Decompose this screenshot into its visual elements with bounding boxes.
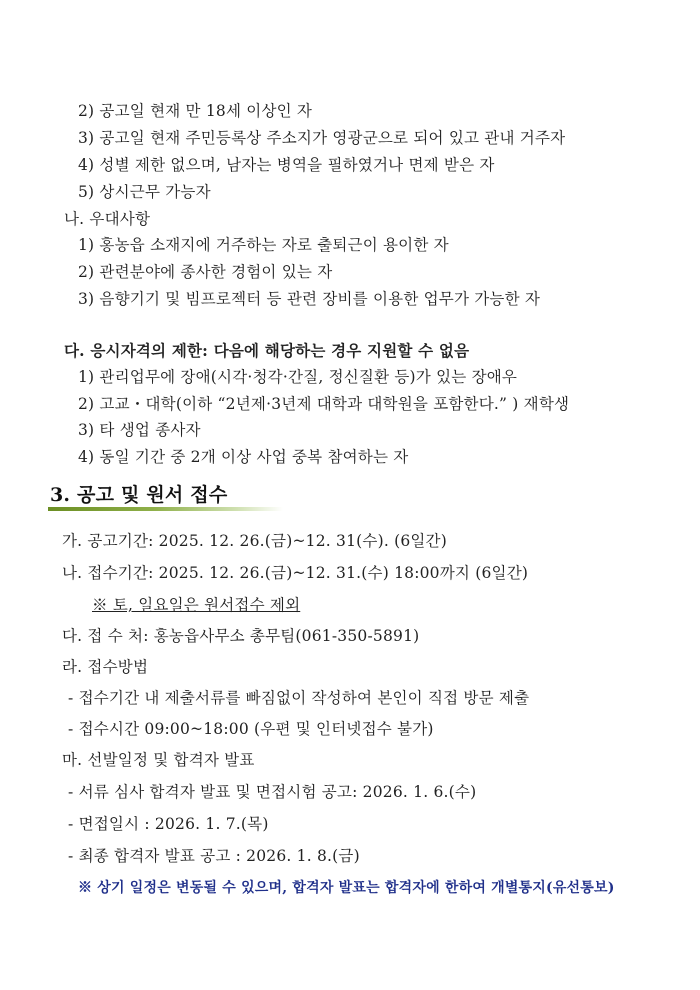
qualification-item: 4) 성별 제한 없으며, 남자는 병역을 필하였거나 면제 받은 자 (78, 156, 495, 174)
restriction-item: 3) 타 생업 종사자 (78, 421, 201, 439)
schedule-item: - 서류 심사 합격자 발표 및 면접시험 공고: 2026. 1. 6.(수) (68, 783, 477, 801)
receipt-office: 다. 접 수 처: 홍농읍사무소 총무팀(061-350-5891) (62, 627, 420, 645)
section-title: 3. 공고 및 원서 접수 (50, 484, 228, 506)
receipt-period: 나. 접수기간: 2025. 12. 26.(금)~12. 31.(수) 18:00까지 (6일간) (62, 564, 529, 582)
preferences-heading: 나. 우대사항 (64, 210, 151, 228)
section-title-underline (48, 507, 283, 511)
qualification-item: 3) 공고일 현재 주민등록상 주소지가 영광군으로 되어 있고 관내 거주자 (78, 129, 566, 147)
method-item: - 접수기간 내 제출서류를 빠짐없이 작성하여 본인이 직접 방문 제출 (68, 689, 530, 707)
schedule-item: - 면접일시 : 2026. 1. 7.(목) (68, 815, 269, 833)
final-note: ※ 상기 일정은 변동될 수 있으며, 합격자 발표는 합격자에 한하여 개별통지(유선통보) (78, 880, 615, 896)
preference-item: 1) 홍농읍 소재지에 거주하는 자로 출퇴근이 용이한 자 (78, 236, 449, 254)
schedule-item: - 최종 합격자 발표 공고 : 2026. 1. 8.(금) (68, 847, 360, 865)
announce-period: 가. 공고기간: 2025. 12. 26.(금)~12. 31(수). (6일간) (62, 532, 447, 550)
method-heading: 라. 접수방법 (62, 658, 149, 676)
qualification-item: 5) 상시근무 가능자 (78, 183, 211, 201)
restriction-item: 1) 관리업무에 장애(시각·청각·간질, 정신질환 등)가 있는 장애우 (78, 368, 518, 386)
method-item: - 접수시간 09:00~18:00 (우편 및 인터넷접수 불가) (68, 720, 434, 738)
restriction-item: 4) 동일 기간 중 2개 이상 사업 중복 참여하는 자 (78, 448, 409, 466)
qualification-item: 2) 공고일 현재 만 18세 이상인 자 (78, 102, 313, 120)
schedule-heading: 마. 선발일정 및 합격자 발표 (62, 751, 255, 769)
restriction-item: 2) 고교・대학(이하 “2년제·3년제 대학과 대학원을 포함한다.” ) 재학생 (78, 395, 570, 413)
preference-item: 3) 음향기기 및 빔프로젝터 등 관련 장비를 이용한 업무가 가능한 자 (78, 290, 541, 308)
restrictions-heading: 다. 응시자격의 제한: 다음에 해당하는 경우 지원할 수 없음 (64, 341, 470, 360)
preference-item: 2) 관련분야에 종사한 경험이 있는 자 (78, 263, 333, 281)
receipt-note: ※ 토, 일요일은 원서접수 제외 (92, 596, 301, 614)
